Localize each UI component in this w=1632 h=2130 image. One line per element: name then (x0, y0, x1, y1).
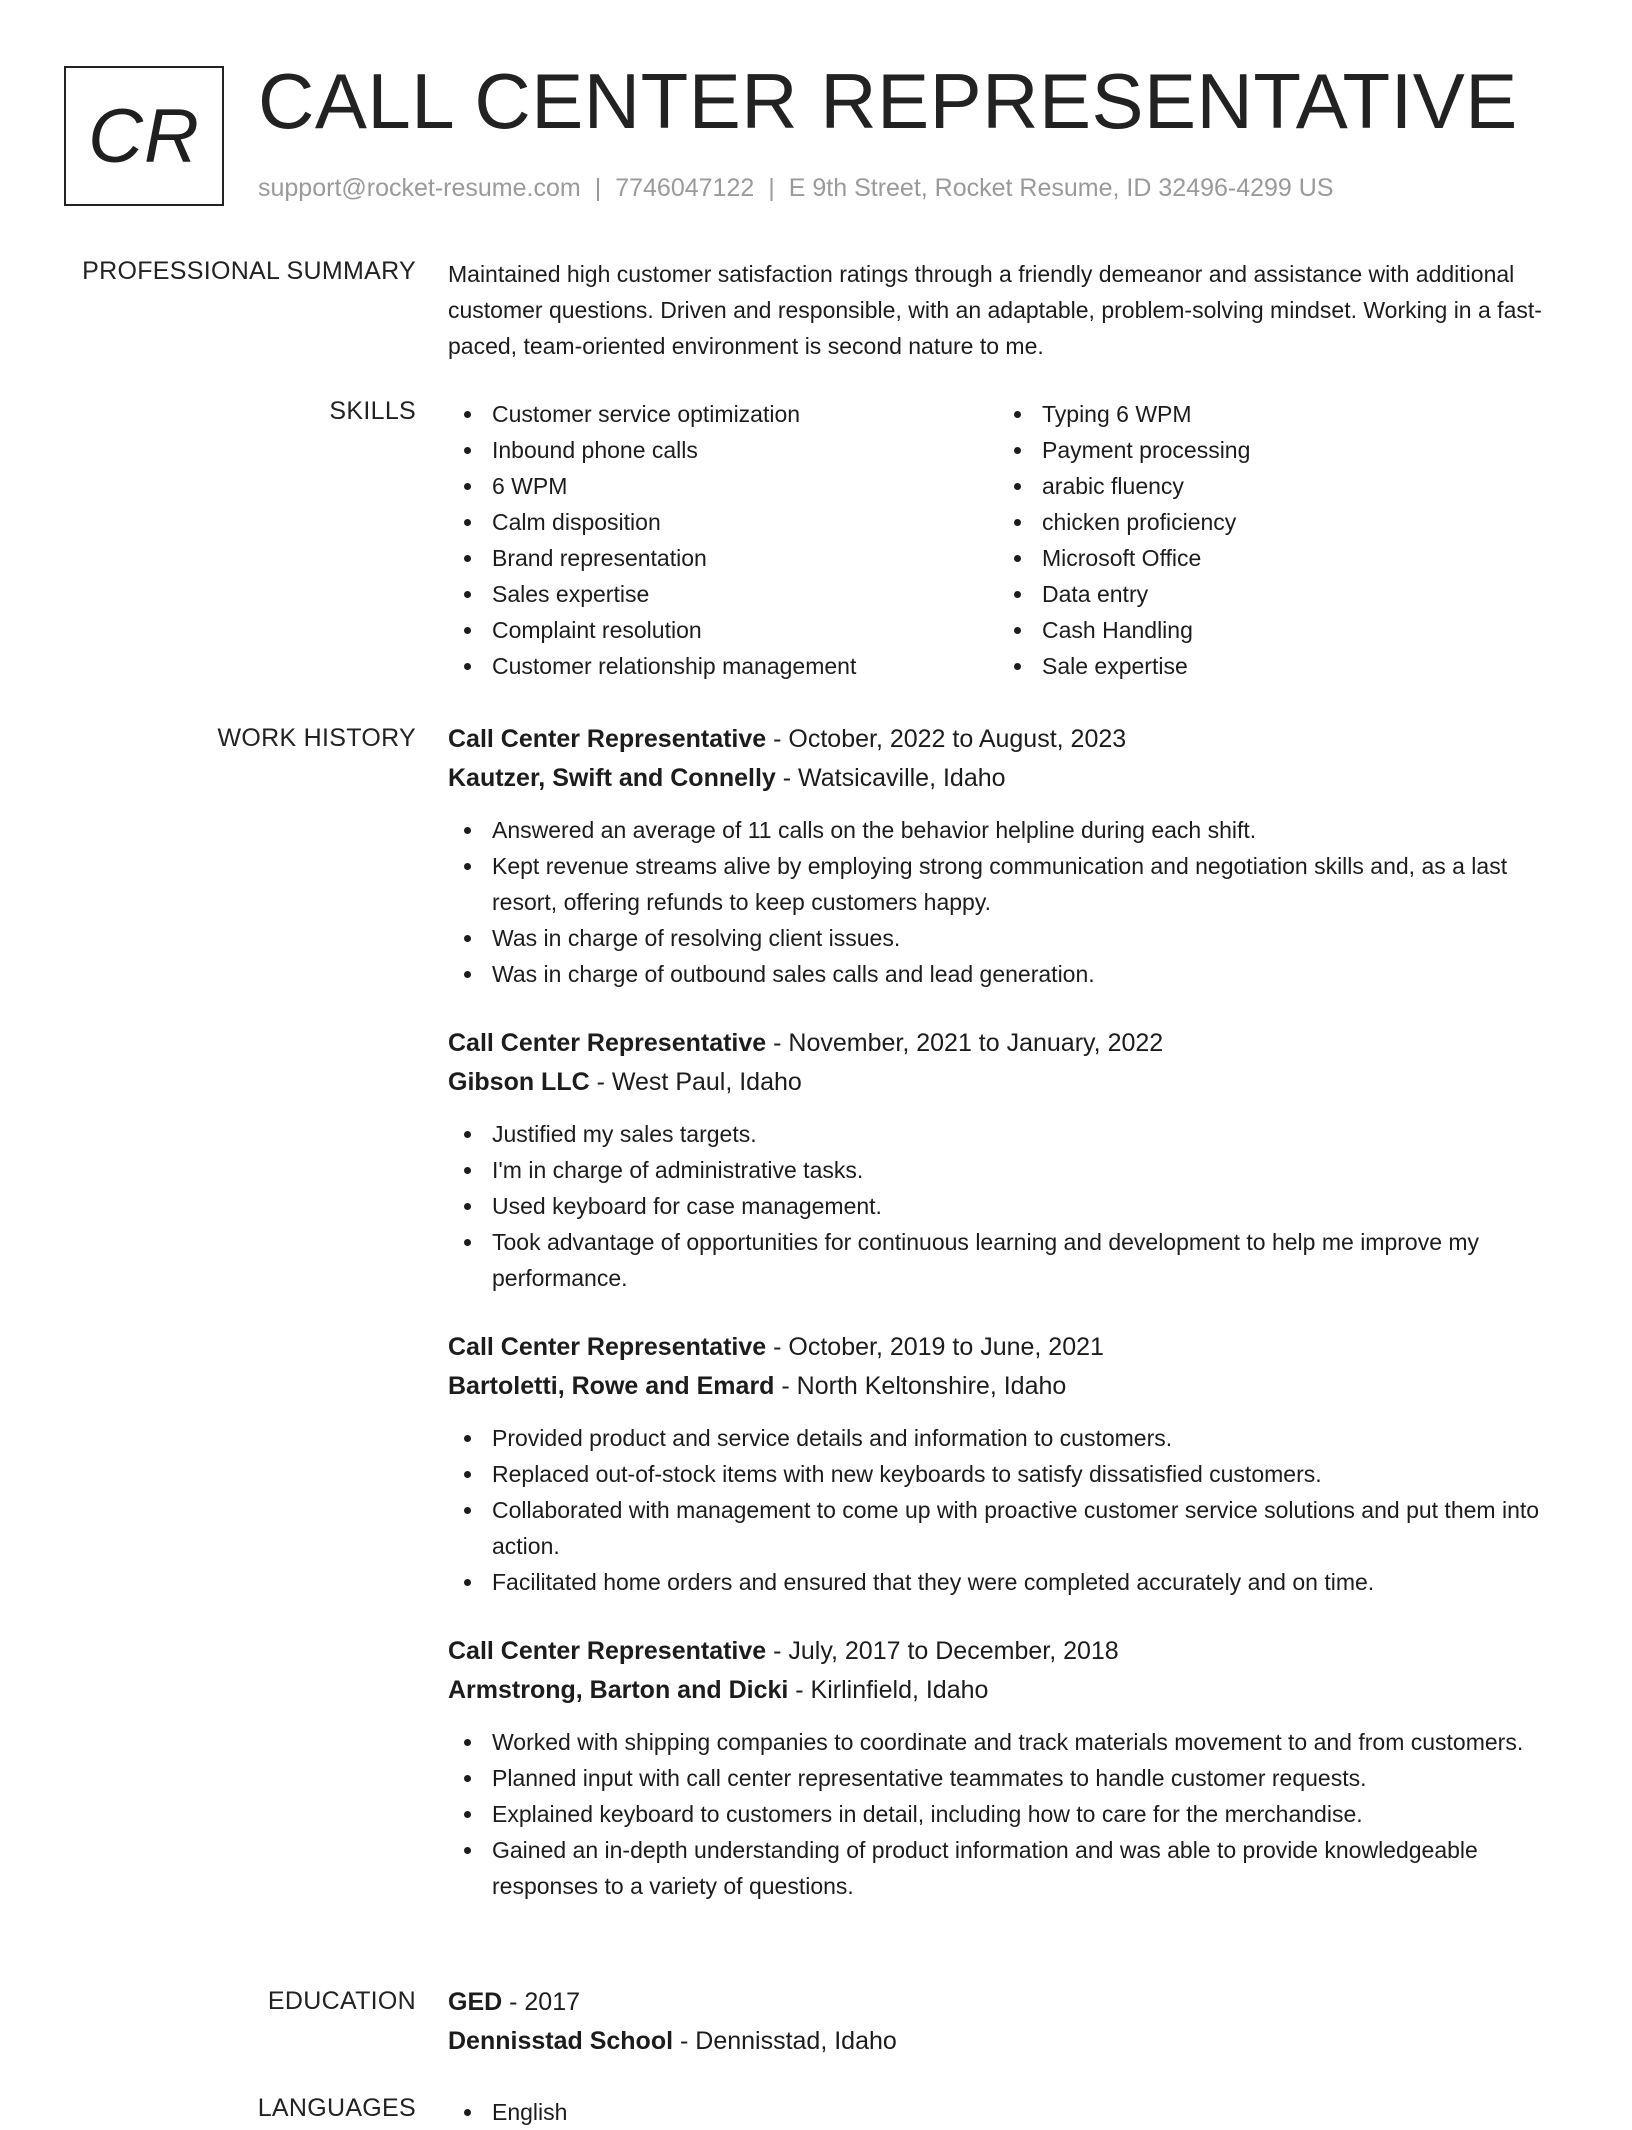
education-year: - 2017 (502, 1988, 581, 2016)
skill-item: Typing 6 WPM (998, 396, 1548, 432)
job-company-line (448, 1063, 1572, 1102)
summary-body (448, 256, 1572, 364)
job-role: Call Center Representative (448, 1333, 767, 1361)
skill-item: Customer service optimization (448, 396, 998, 432)
skill-item: Payment processing (998, 432, 1548, 468)
section-title-education: EDUCATION (267, 1987, 416, 2015)
job-company-line (448, 1671, 1572, 1710)
job-location: - West Paul, Idaho (589, 1068, 802, 1096)
job-duty-item: Explained keyboard to customers in detail, including how to care for the merchandise. (448, 1796, 1572, 1832)
job-duty-item: Kept revenue streams alive by employing strong communication and negotiation skills and, as a last resort, offering refunds to keep customers happy. (448, 848, 1572, 920)
job-duty-item: Answered an average of 11 calls on the behavior helpline during each shift. (448, 812, 1572, 848)
languages-list (448, 2094, 1572, 2130)
job-company-line (448, 1367, 1572, 1406)
section-title-work: WORK HISTORY (217, 724, 416, 752)
job-duty-item: I'm in charge of administrative tasks. (448, 1152, 1572, 1188)
skill-item: Customer relationship management (448, 648, 998, 684)
contact-separator: | (594, 174, 602, 202)
education-degree: GED (448, 1988, 503, 2016)
section-title-summary: PROFESSIONAL SUMMARY (82, 257, 416, 285)
job-title-line (448, 1632, 1572, 1671)
job-location: - North Keltonshire, Idaho (774, 1372, 1067, 1400)
education-body (448, 1983, 1572, 2061)
job-company: Gibson LLC (448, 1068, 590, 1096)
job-duty-item: Was in charge of outbound sales calls and lead generation. (448, 956, 1572, 992)
job-duty-item: Facilitated home orders and ensured that they were completed accurately and on time. (448, 1564, 1572, 1600)
skill-item: Sale expertise (998, 648, 1548, 684)
job-role: Call Center Representative (448, 1029, 767, 1057)
education-school: Dennisstad School (448, 2027, 674, 2055)
monogram-logo: CR (64, 66, 224, 206)
education-location: - Dennisstad, Idaho (673, 2027, 897, 2055)
job-location: - Kirlinfield, Idaho (788, 1676, 989, 1704)
skill-item: 6 WPM (448, 468, 998, 504)
job-entry (448, 1328, 1572, 1600)
job-company-line (448, 759, 1572, 798)
skill-item: chicken proficiency (998, 504, 1548, 540)
skill-item: Data entry (998, 576, 1548, 612)
job-company: Kautzer, Swift and Connelly (448, 764, 776, 792)
skill-item: Sales expertise (448, 576, 998, 612)
skills-list-left (448, 396, 998, 684)
job-duty-item: Collaborated with management to come up with proactive customer service solutions and put them into action. (448, 1492, 1572, 1564)
languages-body (448, 2094, 1572, 2130)
section-title-languages: LANGUAGES (257, 2094, 416, 2122)
job-duties-list (448, 1420, 1572, 1600)
job-entry (448, 1024, 1572, 1296)
skill-item: Microsoft Office (998, 540, 1548, 576)
skills-list-right (998, 396, 1548, 684)
job-duty-item: Worked with shipping companies to coordinate and track materials movement to and from customers. (448, 1724, 1572, 1760)
resume-name: CALL CENTER REPRESENTATIVE (258, 57, 1518, 145)
skill-item: Cash Handling (998, 612, 1548, 648)
job-title-line (448, 720, 1572, 759)
job-duty-item: Planned input with call center representative teammates to handle customer requests. (448, 1760, 1572, 1796)
job-duties-list (448, 1724, 1572, 1904)
contact-email: support@rocket-resume.com (258, 174, 581, 202)
contact-line (258, 174, 1334, 203)
skills-body (448, 396, 1572, 684)
job-dates: - November, 2021 to January, 2022 (766, 1029, 1164, 1057)
job-duty-item: Was in charge of resolving client issues. (448, 920, 1572, 956)
education-school-line (448, 2022, 1572, 2061)
job-dates: - October, 2019 to June, 2021 (766, 1333, 1104, 1361)
job-entry (448, 1632, 1572, 1904)
section-title-skills: SKILLS (329, 397, 416, 425)
job-duties-list (448, 1116, 1572, 1296)
work-history-body (448, 720, 1572, 1936)
job-dates: - July, 2017 to December, 2018 (766, 1637, 1119, 1665)
job-duty-item: Used keyboard for case management. (448, 1188, 1572, 1224)
job-company: Bartoletti, Rowe and Emard (448, 1372, 775, 1400)
summary-text: Maintained high customer satisfaction ratings through a friendly demeanor and assistance with additional customer questions. Driven and responsible, with an adaptable, problem-solving mindset. Working in a fast-paced, team-oriented environment is second nature to me. (448, 261, 1542, 359)
job-location: - Watsicaville, Idaho (775, 764, 1006, 792)
contact-separator: | (768, 174, 775, 202)
skill-item: Complaint resolution (448, 612, 998, 648)
job-role: Call Center Representative (448, 1637, 767, 1665)
skill-item: Brand representation (448, 540, 998, 576)
contact-address: E 9th Street, Rocket Resume, ID 32496-4299 US (788, 174, 1334, 202)
skills-column-left (448, 396, 998, 684)
language-item: English (448, 2094, 1572, 2130)
job-duty-item: Provided product and service details and information to customers. (448, 1420, 1572, 1456)
job-duty-item: Gained an in-depth understanding of product information and was able to provide knowledgeable responses to a variety of questions. (448, 1832, 1572, 1904)
contact-phone: 7746047122 (615, 174, 755, 202)
skill-item: Calm disposition (448, 504, 998, 540)
job-company: Armstrong, Barton and Dicki (448, 1676, 789, 1704)
job-duty-item: Took advantage of opportunities for continuous learning and development to help me improve my performance. (448, 1224, 1572, 1296)
job-title-line (448, 1024, 1572, 1063)
skills-columns (448, 396, 1572, 684)
job-duty-item: Justified my sales targets. (448, 1116, 1572, 1152)
skill-item: arabic fluency (998, 468, 1548, 504)
education-degree-line (448, 1983, 1572, 2022)
job-duty-item: Replaced out-of-stock items with new keyboards to satisfy dissatisfied customers. (448, 1456, 1572, 1492)
job-title-line (448, 1328, 1572, 1367)
job-role: Call Center Representative (448, 725, 767, 753)
job-entry (448, 720, 1572, 992)
skill-item: Inbound phone calls (448, 432, 998, 468)
skills-column-right (998, 396, 1548, 684)
job-dates: - October, 2022 to August, 2023 (766, 725, 1127, 753)
job-duties-list (448, 812, 1572, 992)
